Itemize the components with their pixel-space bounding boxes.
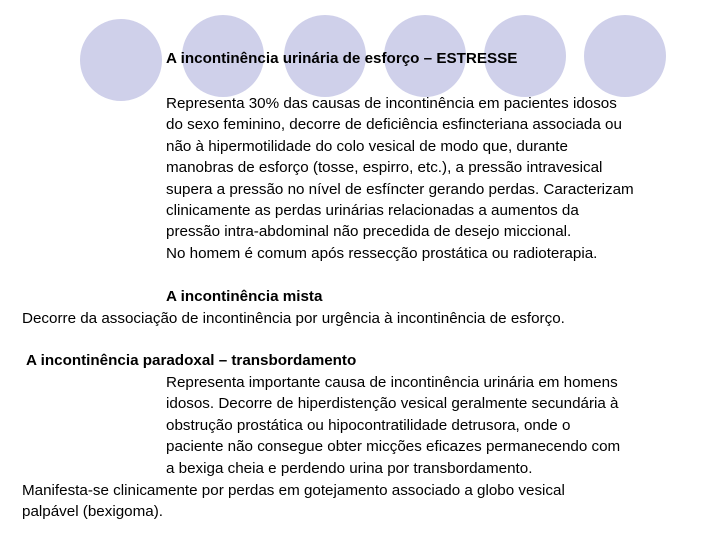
paragraph-line: do sexo feminino, decorre de deficiência esfincteriana associada ou: [166, 116, 622, 134]
section-title-estresse: A incontinência urinária de esforço – ESTRESSE: [166, 50, 518, 67]
paragraph-line: palpável (bexigoma).: [22, 503, 163, 521]
section-title-paradoxal: A incontinência paradoxal – transbordamento: [26, 352, 357, 369]
paragraph-line: No homem é comum após ressecção prostática ou radioterapia.: [166, 244, 598, 262]
paragraph-line: Representa 30% das causas de incontinência em pacientes idosos: [166, 95, 617, 112]
paragraph-line: clinicamente as perdas urinárias relacionadas a aumentos da: [166, 202, 579, 220]
section-title-mista: A incontinência mista: [166, 288, 323, 305]
decorative-circle: [584, 15, 666, 97]
paragraph-line: a bexiga cheia e perdendo urina por transbordamento.: [166, 459, 533, 477]
paragraph-line: não à hipermotilidade do colo vesical de modo que, durante: [166, 137, 568, 155]
section-body-paradoxal: [166, 372, 620, 479]
paragraph-line: idosos. Decorre de hiperdistenção vesical geralmente secundária à: [166, 395, 619, 413]
paragraph-line: supera a pressão no nível de esfíncter gerando perdas. Caracterizam: [166, 180, 634, 198]
paragraph-line: paciente não consegue obter micções eficazes permanecendo com: [166, 438, 621, 456]
section-body-estresse: [166, 93, 634, 264]
decorative-circle: [80, 19, 162, 101]
paragraph-line: pressão intra-abdominal não precedida de desejo miccional.: [166, 223, 572, 241]
section-body-mista: Decorre da associação de incontinência por urgência à incontinência de esforço.: [22, 310, 565, 327]
paragraph-line: manobras de esforço (tosse, espirro, etc.), a pressão intravesical: [166, 159, 603, 177]
paragraph-line: Manifesta-se clinicamente por perdas em gotejamento associado a globo vesical: [22, 482, 565, 499]
paragraph-line: Representa importante causa de incontinência urinária em homens: [166, 374, 618, 391]
section-footer-paradoxal: [22, 480, 565, 523]
paragraph-line: obstrução prostática ou hipocontratilidade detrusora, onde o: [166, 416, 571, 434]
